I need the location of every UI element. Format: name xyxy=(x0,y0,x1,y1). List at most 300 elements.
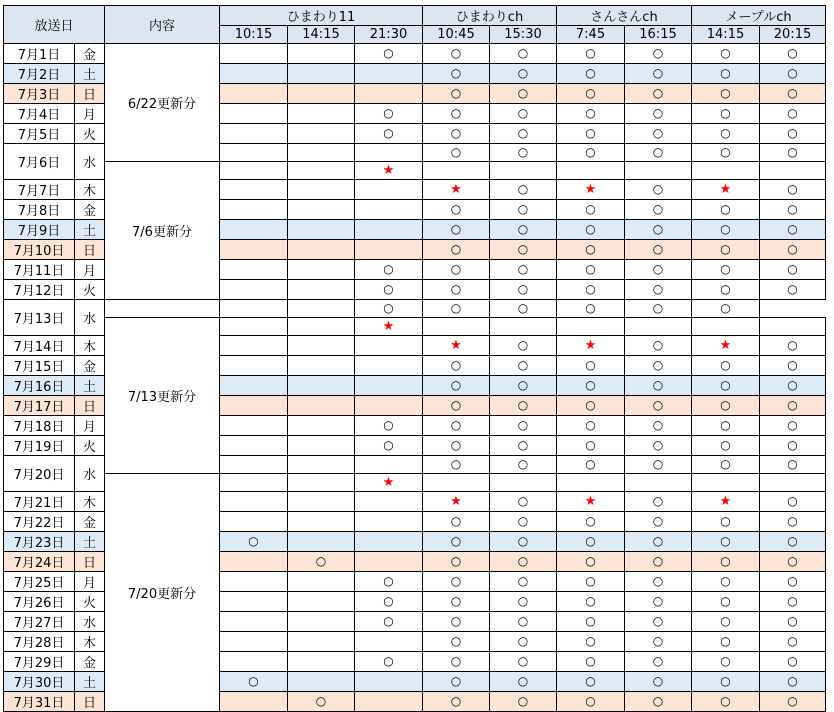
schedule-cell xyxy=(288,492,355,512)
schedule-cell xyxy=(288,336,355,356)
circle-mark: ○ xyxy=(450,554,462,568)
circle-mark: ○ xyxy=(585,126,596,140)
schedule-cell xyxy=(692,572,760,592)
schedule-cell xyxy=(423,260,490,280)
schedule-cell xyxy=(692,104,760,124)
schedule-cell xyxy=(355,592,423,612)
schedule-cell xyxy=(355,220,423,240)
schedule-cell xyxy=(423,416,490,436)
circle-mark: ○ xyxy=(517,145,529,159)
date-cell: 7月11日 xyxy=(4,260,75,280)
circle-mark: ○ xyxy=(652,262,664,276)
schedule-cell xyxy=(423,180,490,200)
schedule-cell xyxy=(557,592,625,612)
circle-mark: ○ xyxy=(652,46,664,60)
star-mark: ★ xyxy=(450,182,462,197)
circle-mark: ○ xyxy=(652,378,664,392)
schedule-cell xyxy=(557,436,625,456)
schedule-cell xyxy=(557,492,625,512)
schedule-cell xyxy=(423,592,490,612)
schedule-cell xyxy=(490,396,557,416)
schedule-cell xyxy=(355,474,423,492)
schedule-cell xyxy=(625,300,692,318)
schedule-cell xyxy=(692,64,760,84)
date-cell: 7月24日 xyxy=(4,552,75,572)
circle-mark: ○ xyxy=(315,554,327,568)
weekday-cell: 月 xyxy=(75,260,105,280)
schedule-cell xyxy=(490,318,557,336)
circle-mark: ○ xyxy=(720,262,731,276)
schedule-cell xyxy=(220,652,288,672)
circle-mark: ○ xyxy=(787,534,798,548)
circle-mark: ○ xyxy=(383,614,394,628)
circle-mark: ○ xyxy=(585,86,596,100)
schedule-cell xyxy=(288,474,355,492)
circle-mark: ○ xyxy=(720,222,731,236)
schedule-cell xyxy=(423,376,490,396)
circle-mark: ○ xyxy=(517,301,529,315)
schedule-cell xyxy=(625,336,692,356)
star-mark: ★ xyxy=(584,494,597,509)
circle-mark: ○ xyxy=(450,398,462,412)
schedule-cell xyxy=(220,612,288,632)
circle-mark: ○ xyxy=(383,301,394,315)
weekday-cell: 日 xyxy=(75,552,105,572)
schedule-cell xyxy=(557,180,625,200)
schedule-cell xyxy=(423,144,490,162)
weekday-cell: 土 xyxy=(75,376,105,396)
schedule-cell xyxy=(423,492,490,512)
schedule-cell xyxy=(288,632,355,652)
schedule-cell xyxy=(490,162,557,180)
schedule-cell xyxy=(288,280,355,300)
circle-mark: ○ xyxy=(585,594,596,608)
schedule-cell xyxy=(557,64,625,84)
date-cell: 7月16日 xyxy=(4,376,75,396)
schedule-cell xyxy=(625,416,692,436)
schedule-cell xyxy=(760,512,826,532)
time-header: 10:15 xyxy=(220,26,288,44)
circle-mark: ○ xyxy=(585,674,596,688)
schedule-cell xyxy=(557,612,625,632)
update-period-cell: 7/20更新分 xyxy=(105,474,220,712)
circle-mark: ○ xyxy=(787,674,798,688)
circle-mark: ○ xyxy=(450,438,462,452)
date-cell: 7月18日 xyxy=(4,416,75,436)
schedule-cell xyxy=(423,124,490,144)
schedule-cell xyxy=(220,692,288,712)
circle-mark: ○ xyxy=(517,126,529,140)
circle-mark: ○ xyxy=(383,574,394,588)
table-header xyxy=(4,6,826,44)
schedule-cell xyxy=(288,396,355,416)
schedule-cell xyxy=(760,144,826,162)
schedule-cell xyxy=(355,692,423,712)
circle-mark: ○ xyxy=(450,66,462,80)
circle-mark: ○ xyxy=(652,674,664,688)
schedule-cell xyxy=(760,240,826,260)
schedule-cell xyxy=(557,532,625,552)
schedule-cell xyxy=(288,376,355,396)
circle-mark: ○ xyxy=(517,398,529,412)
circle-mark: ○ xyxy=(450,457,462,471)
circle-mark: ○ xyxy=(787,654,798,668)
schedule-cell xyxy=(557,318,625,336)
weekday-cell: 水 xyxy=(75,456,105,492)
schedule-cell xyxy=(692,456,760,474)
circle-mark: ○ xyxy=(652,222,664,236)
date-cell: 7月7日 xyxy=(4,180,75,200)
schedule-cell xyxy=(220,474,288,492)
circle-mark: ○ xyxy=(383,282,394,296)
circle-mark: ○ xyxy=(517,438,529,452)
circle-mark: ○ xyxy=(787,378,798,392)
schedule-cell xyxy=(490,104,557,124)
circle-mark: ○ xyxy=(787,457,798,471)
schedule-cell xyxy=(490,180,557,200)
circle-mark: ○ xyxy=(450,594,462,608)
schedule-cell xyxy=(288,552,355,572)
schedule-cell xyxy=(557,376,625,396)
circle-mark: ○ xyxy=(450,222,462,236)
circle-mark: ○ xyxy=(450,614,462,628)
schedule-cell xyxy=(625,318,692,336)
schedule-cell xyxy=(692,692,760,712)
schedule-cell xyxy=(423,532,490,552)
schedule-cell xyxy=(355,280,423,300)
schedule-cell xyxy=(692,376,760,396)
circle-mark: ○ xyxy=(450,106,462,120)
schedule-cell xyxy=(355,532,423,552)
schedule-cell xyxy=(692,260,760,280)
schedule-cell xyxy=(220,572,288,592)
circle-mark: ○ xyxy=(517,378,529,392)
weekday-cell: 火 xyxy=(75,436,105,456)
schedule-cell xyxy=(355,180,423,200)
circle-mark: ○ xyxy=(517,66,529,80)
schedule-cell xyxy=(692,532,760,552)
channel-header: ひまわりch xyxy=(423,6,557,26)
schedule-cell xyxy=(557,124,625,144)
circle-mark: ○ xyxy=(787,242,798,256)
schedule-cell xyxy=(760,220,826,240)
schedule-cell xyxy=(355,162,423,180)
schedule-cell xyxy=(760,436,826,456)
circle-mark: ○ xyxy=(652,494,664,508)
schedule-cell xyxy=(557,300,625,318)
schedule-cell xyxy=(220,632,288,652)
content-header: 内容 xyxy=(105,6,220,44)
schedule-cell xyxy=(355,552,423,572)
weekday-cell: 金 xyxy=(75,512,105,532)
schedule-cell xyxy=(625,572,692,592)
schedule-cell xyxy=(760,44,826,64)
schedule-cell xyxy=(288,356,355,376)
date-cell: 7月27日 xyxy=(4,612,75,632)
weekday-cell: 月 xyxy=(75,572,105,592)
weekday-cell: 水 xyxy=(75,144,105,180)
circle-mark: ○ xyxy=(787,126,798,140)
schedule-cell xyxy=(423,572,490,592)
schedule-cell xyxy=(423,356,490,376)
schedule-cell xyxy=(423,652,490,672)
schedule-cell xyxy=(490,44,557,64)
schedule-cell xyxy=(557,220,625,240)
circle-mark: ○ xyxy=(517,494,529,508)
schedule-cell xyxy=(625,396,692,416)
schedule-cell xyxy=(355,200,423,220)
schedule-cell xyxy=(625,124,692,144)
circle-mark: ○ xyxy=(450,674,462,688)
time-header: 14:15 xyxy=(692,26,760,44)
circle-mark: ○ xyxy=(787,494,798,508)
circle-mark: ○ xyxy=(652,242,664,256)
schedule-cell xyxy=(760,336,826,356)
circle-mark: ○ xyxy=(517,694,529,708)
date-cell: 7月30日 xyxy=(4,672,75,692)
circle-mark: ○ xyxy=(652,182,664,196)
star-mark: ★ xyxy=(382,475,395,490)
schedule-cell xyxy=(760,180,826,200)
date-cell: 7月3日 xyxy=(4,84,75,104)
schedule-cell xyxy=(288,652,355,672)
schedule-cell xyxy=(625,280,692,300)
circle-mark: ○ xyxy=(383,438,394,452)
schedule-cell xyxy=(423,612,490,632)
schedule-cell xyxy=(423,280,490,300)
schedule-cell xyxy=(557,416,625,436)
schedule-cell xyxy=(220,512,288,532)
date-cell: 7月22日 xyxy=(4,512,75,532)
schedule-cell xyxy=(355,376,423,396)
circle-mark: ○ xyxy=(787,634,798,648)
star-mark: ★ xyxy=(584,182,597,197)
circle-mark: ○ xyxy=(720,378,731,392)
date-cell: 7月25日 xyxy=(4,572,75,592)
schedule-cell xyxy=(692,240,760,260)
circle-mark: ○ xyxy=(720,694,731,708)
circle-mark: ○ xyxy=(450,418,462,432)
schedule-cell xyxy=(220,672,288,692)
circle-mark: ○ xyxy=(585,457,596,471)
circle-mark: ○ xyxy=(652,66,664,80)
weekday-cell: 土 xyxy=(75,672,105,692)
schedule-cell xyxy=(288,220,355,240)
schedule-cell xyxy=(760,376,826,396)
schedule-cell xyxy=(355,612,423,632)
circle-mark: ○ xyxy=(585,66,596,80)
circle-mark: ○ xyxy=(720,301,731,315)
circle-mark: ○ xyxy=(720,574,731,588)
circle-mark: ○ xyxy=(450,514,462,528)
circle-mark: ○ xyxy=(585,574,596,588)
schedule-cell xyxy=(355,318,423,336)
schedule-cell xyxy=(557,552,625,572)
schedule-cell xyxy=(423,44,490,64)
circle-mark: ○ xyxy=(450,145,462,159)
schedule-cell xyxy=(423,672,490,692)
schedule-cell xyxy=(760,456,826,474)
schedule-cell xyxy=(692,44,760,64)
circle-mark: ○ xyxy=(585,358,596,372)
circle-mark: ○ xyxy=(720,398,731,412)
weekday-cell: 金 xyxy=(75,356,105,376)
circle-mark: ○ xyxy=(585,514,596,528)
circle-mark: ○ xyxy=(585,378,596,392)
schedule-cell xyxy=(692,474,760,492)
date-cell: 7月15日 xyxy=(4,356,75,376)
circle-mark: ○ xyxy=(585,106,596,120)
schedule-cell xyxy=(423,300,490,318)
schedule-cell xyxy=(220,376,288,396)
schedule-cell xyxy=(557,456,625,474)
schedule-cell xyxy=(288,240,355,260)
date-cell: 7月9日 xyxy=(4,220,75,240)
schedule-cell xyxy=(692,220,760,240)
schedule-cell xyxy=(288,318,355,336)
schedule-cell xyxy=(355,572,423,592)
circle-mark: ○ xyxy=(383,654,394,668)
circle-mark: ○ xyxy=(585,398,596,412)
circle-mark: ○ xyxy=(450,378,462,392)
date-cell: 7月19日 xyxy=(4,436,75,456)
schedule-cell xyxy=(625,652,692,672)
circle-mark: ○ xyxy=(720,674,731,688)
schedule-cell xyxy=(692,436,760,456)
schedule-cell xyxy=(625,104,692,124)
schedule-cell xyxy=(220,356,288,376)
circle-mark: ○ xyxy=(383,106,394,120)
schedule-cell xyxy=(423,512,490,532)
schedule-cell xyxy=(692,652,760,672)
circle-mark: ○ xyxy=(652,438,664,452)
schedule-cell xyxy=(490,416,557,436)
schedule-cell xyxy=(692,144,760,162)
schedule-cell xyxy=(760,318,826,336)
schedule-cell xyxy=(355,44,423,64)
circle-mark: ○ xyxy=(787,514,798,528)
weekday-cell: 月 xyxy=(75,416,105,436)
schedule-cell xyxy=(625,200,692,220)
circle-mark: ○ xyxy=(585,438,596,452)
schedule-cell xyxy=(490,692,557,712)
schedule-cell xyxy=(557,396,625,416)
circle-mark: ○ xyxy=(517,182,529,196)
circle-mark: ○ xyxy=(652,654,664,668)
schedule-cell xyxy=(760,64,826,84)
circle-mark: ○ xyxy=(517,514,529,528)
circle-mark: ○ xyxy=(787,694,798,708)
schedule-cell xyxy=(288,84,355,104)
schedule-cell xyxy=(355,104,423,124)
schedule-cell xyxy=(423,336,490,356)
circle-mark: ○ xyxy=(652,634,664,648)
schedule-cell xyxy=(692,84,760,104)
update-period-cell: 7/6更新分 xyxy=(105,162,220,300)
circle-mark: ○ xyxy=(450,301,462,315)
circle-mark: ○ xyxy=(585,222,596,236)
circle-mark: ○ xyxy=(787,594,798,608)
weekday-cell: 水 xyxy=(75,612,105,632)
weekday-cell: 土 xyxy=(75,532,105,552)
schedule-cell xyxy=(423,104,490,124)
weekday-cell: 火 xyxy=(75,592,105,612)
schedule-cell xyxy=(220,180,288,200)
time-header: 10:45 xyxy=(423,26,490,44)
schedule-cell xyxy=(288,260,355,280)
schedule-cell xyxy=(490,376,557,396)
circle-mark: ○ xyxy=(585,202,596,216)
schedule-cell xyxy=(423,240,490,260)
circle-mark: ○ xyxy=(585,418,596,432)
schedule-cell xyxy=(625,220,692,240)
schedule-cell xyxy=(423,318,490,336)
weekday-cell: 木 xyxy=(75,492,105,512)
schedule-cell xyxy=(692,280,760,300)
circle-mark: ○ xyxy=(315,694,327,708)
star-mark: ★ xyxy=(719,494,732,509)
schedule-cell xyxy=(490,220,557,240)
schedule-cell xyxy=(490,456,557,474)
schedule-cell xyxy=(288,300,355,318)
schedule-cell xyxy=(355,336,423,356)
schedule-cell xyxy=(355,672,423,692)
schedule-cell xyxy=(423,64,490,84)
schedule-cell xyxy=(760,416,826,436)
weekday-cell: 月 xyxy=(75,104,105,124)
schedule-cell xyxy=(692,416,760,436)
schedule-cell xyxy=(557,144,625,162)
schedule-cell xyxy=(490,592,557,612)
circle-mark: ○ xyxy=(383,126,394,140)
circle-mark: ○ xyxy=(450,634,462,648)
circle-mark: ○ xyxy=(450,202,462,216)
schedule-cell xyxy=(288,692,355,712)
schedule-cell xyxy=(490,356,557,376)
circle-mark: ○ xyxy=(652,457,664,471)
weekday-cell: 木 xyxy=(75,336,105,356)
table-row xyxy=(4,318,826,336)
circle-mark: ○ xyxy=(450,262,462,276)
date-cell: 7月23日 xyxy=(4,532,75,552)
date-cell: 7月2日 xyxy=(4,64,75,84)
schedule-cell xyxy=(220,456,288,474)
schedule-cell xyxy=(557,356,625,376)
circle-mark: ○ xyxy=(517,654,529,668)
schedule-cell xyxy=(692,336,760,356)
weekday-cell: 金 xyxy=(75,200,105,220)
weekday-cell: 火 xyxy=(75,280,105,300)
schedule-cell xyxy=(760,104,826,124)
schedule-cell xyxy=(692,300,760,318)
schedule-cell xyxy=(355,512,423,532)
date-cell: 7月13日 xyxy=(4,300,75,336)
circle-mark: ○ xyxy=(517,46,529,60)
circle-mark: ○ xyxy=(517,534,529,548)
schedule-cell xyxy=(490,336,557,356)
circle-mark: ○ xyxy=(517,594,529,608)
schedule-cell xyxy=(288,592,355,612)
schedule-cell xyxy=(625,144,692,162)
schedule-cell xyxy=(220,532,288,552)
circle-mark: ○ xyxy=(517,574,529,588)
schedule-cell xyxy=(355,64,423,84)
schedule-cell xyxy=(355,416,423,436)
star-mark: ★ xyxy=(450,338,462,353)
channel-header: さんさんch xyxy=(557,6,692,26)
date-cell: 7月31日 xyxy=(4,692,75,712)
schedule-cell xyxy=(625,44,692,64)
